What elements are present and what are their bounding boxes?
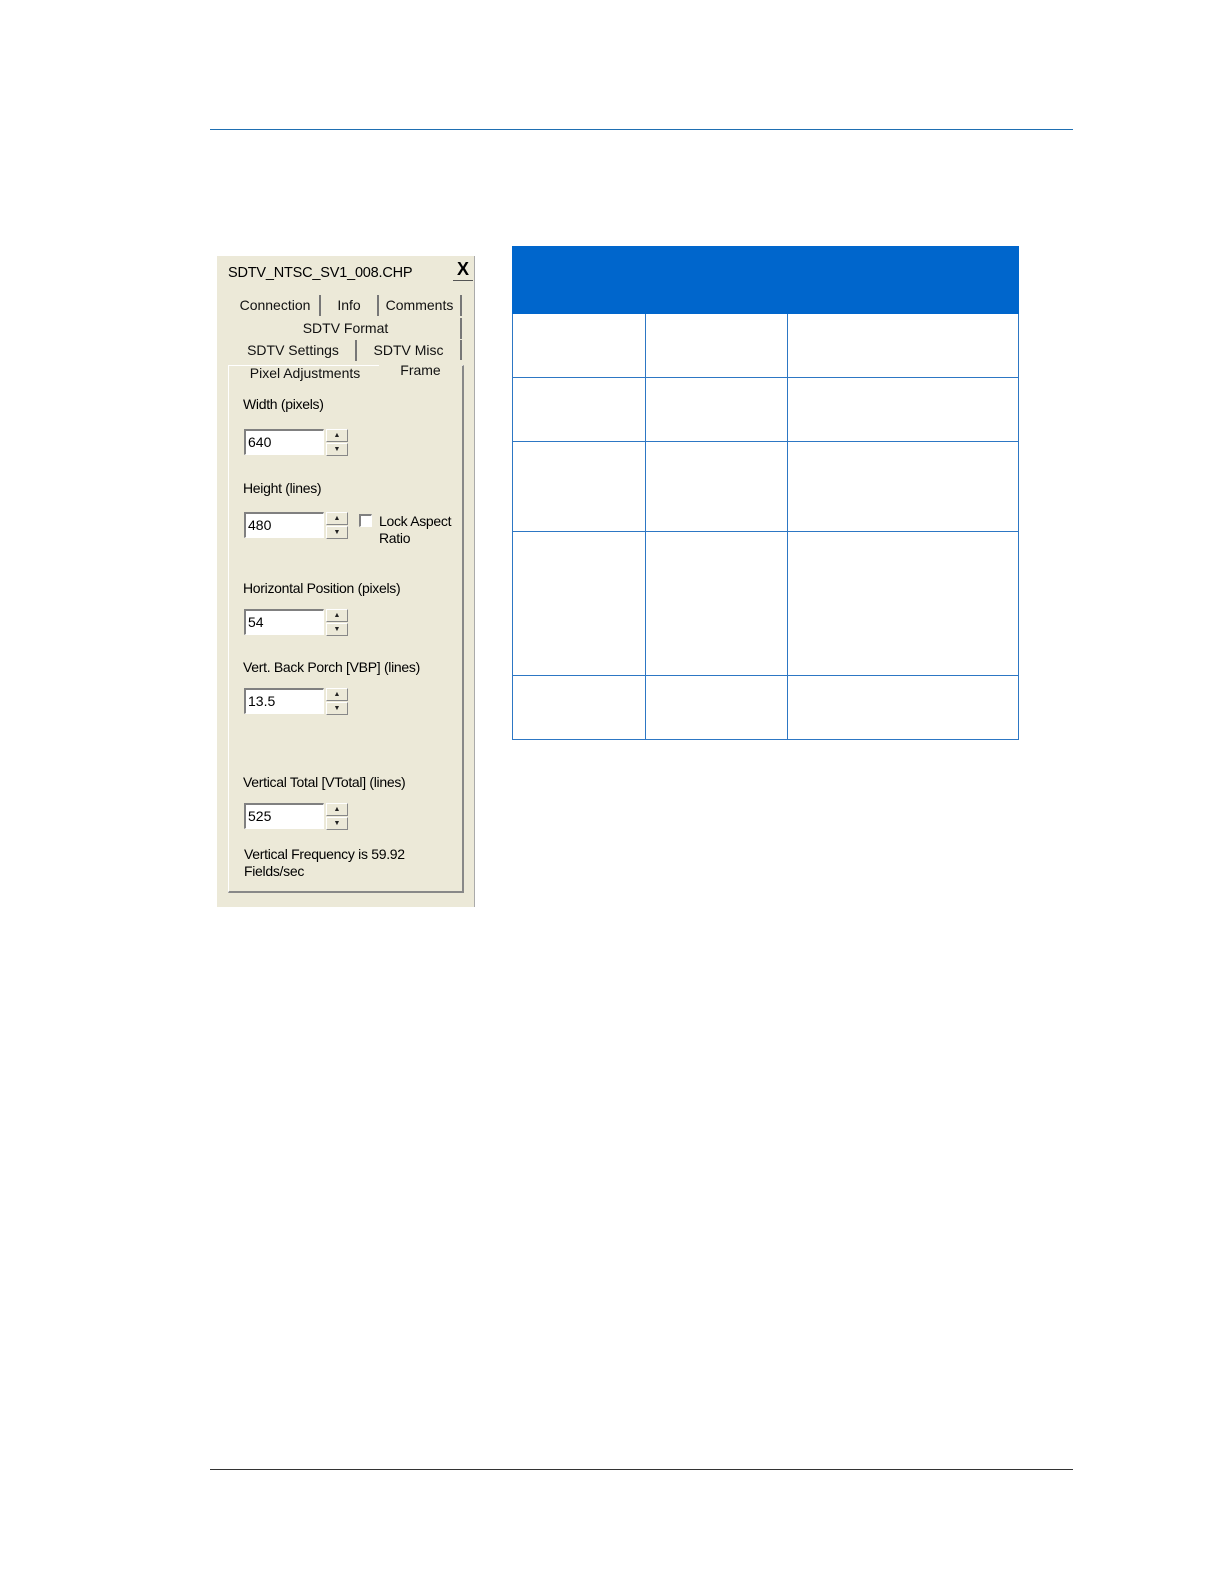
spin-up-icon[interactable]: ▲ (326, 429, 348, 442)
dialog-title: SDTV_NTSC_SV1_008.CHP (228, 265, 413, 281)
vertical-frequency-text: Vertical Frequency is 59.92 (244, 846, 405, 862)
close-icon[interactable]: X (453, 260, 473, 281)
lock-aspect-label: Lock Aspect (379, 513, 452, 529)
spin-down-icon[interactable]: ▼ (326, 443, 348, 456)
table-cell (645, 442, 787, 532)
table-cell (512, 442, 645, 532)
table-cell (787, 314, 1019, 378)
table-cell (512, 378, 645, 442)
header-rule (210, 129, 1073, 130)
width-input[interactable]: 640 (244, 429, 324, 455)
table-row (512, 532, 1019, 676)
table-cell (787, 442, 1019, 532)
horizontal-position-label: Horizontal Position (pixels) (243, 580, 401, 596)
table-cell (645, 532, 787, 676)
spin-down-icon[interactable]: ▼ (326, 623, 348, 636)
table-cell (645, 378, 787, 442)
tab-frame[interactable]: Frame (379, 360, 462, 381)
tab-info[interactable]: Info (321, 295, 379, 316)
horizontal-position-spinner[interactable] (326, 609, 348, 637)
table-row (512, 676, 1019, 740)
table-header (512, 246, 1019, 314)
tab-sdtv-format[interactable]: SDTV Format (231, 318, 462, 339)
frame-settings-dialog (217, 256, 477, 907)
table-row (512, 378, 1019, 442)
spin-up-icon[interactable]: ▲ (326, 609, 348, 622)
spin-up-icon[interactable]: ▲ (326, 803, 348, 816)
table-row (512, 314, 1019, 378)
vertical-frequency-unit: Fields/sec (244, 863, 305, 879)
tab-sdtv-settings[interactable]: SDTV Settings (231, 340, 357, 361)
vbp-label: Vert. Back Porch [VBP] (lines) (243, 659, 420, 675)
table-cell (787, 378, 1019, 442)
height-label: Height (lines) (243, 480, 322, 496)
vtotal-spinner[interactable] (326, 803, 348, 831)
frame-panel (228, 365, 464, 893)
tab-connection[interactable]: Connection (231, 295, 321, 316)
horizontal-position-input[interactable]: 54 (244, 609, 324, 635)
table-cell (787, 676, 1019, 740)
spin-down-icon[interactable]: ▼ (326, 526, 348, 539)
table-cell (512, 676, 645, 740)
vtotal-input[interactable]: 525 (244, 803, 324, 829)
spin-down-icon[interactable]: ▼ (326, 817, 348, 830)
tab-sdtv-misc[interactable]: SDTV Misc (357, 340, 462, 361)
vtotal-label: Vertical Total [VTotal] (lines) (243, 774, 406, 790)
vbp-spinner[interactable] (326, 688, 348, 716)
spin-up-icon[interactable]: ▲ (326, 688, 348, 701)
tab-comments[interactable]: Comments (379, 295, 462, 316)
lock-aspect-checkbox[interactable] (359, 514, 372, 527)
lock-aspect-label-line2: Ratio (379, 530, 411, 546)
spin-down-icon[interactable]: ▼ (326, 702, 348, 715)
dialog-edge (474, 256, 477, 907)
table-cell (645, 314, 787, 378)
width-spinner[interactable] (326, 429, 348, 457)
table-cell (512, 314, 645, 378)
table-cell (512, 532, 645, 676)
table-cell (645, 676, 787, 740)
table-cell (787, 532, 1019, 676)
height-spinner[interactable] (326, 512, 348, 540)
vbp-input[interactable]: 13.5 (244, 688, 324, 714)
tab-pixel-adjustments[interactable]: Pixel Adjustments (249, 365, 361, 381)
footer-rule (210, 1469, 1073, 1470)
height-input[interactable]: 480 (244, 512, 324, 538)
spin-up-icon[interactable]: ▲ (326, 512, 348, 525)
table-row (512, 442, 1019, 532)
width-label: Width (pixels) (243, 396, 324, 412)
